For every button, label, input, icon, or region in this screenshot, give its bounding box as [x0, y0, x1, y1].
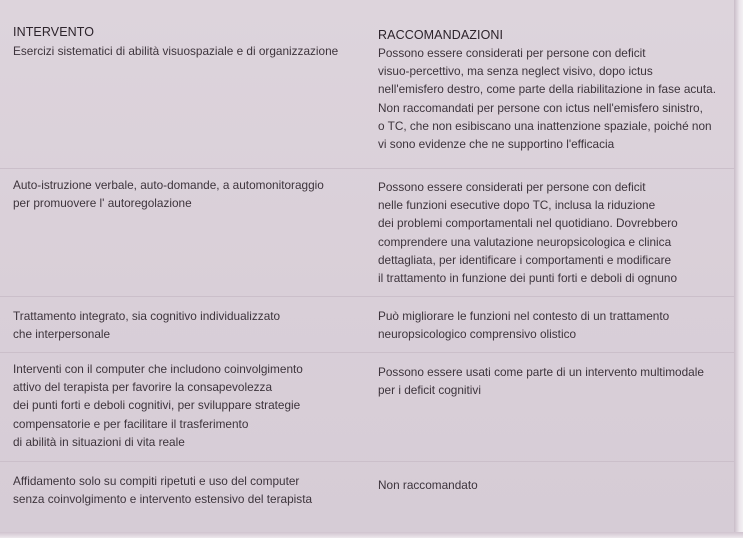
row-4-raccomandazione: [378, 363, 734, 399]
header-intervento: INTERVENTO: [13, 25, 95, 39]
header-raccomandazioni: RACCOMANDAZIONI: [378, 28, 504, 42]
row-divider: [0, 352, 734, 353]
text-line: il trattamento in funzione dei punti forti e deboli di ognuno: [378, 271, 678, 286]
text-line: senza coinvolgimento e intervento estensivo del terapista: [13, 492, 313, 507]
text-line: nell'emisfero destro, come parte della riabilitazione in fase acuta.: [378, 82, 716, 97]
row-3-intervento: [13, 307, 358, 343]
row-5-intervento: [13, 472, 358, 508]
row-3-raccomandazione: [378, 307, 734, 343]
text-line: Non raccomandato: [378, 478, 478, 492]
text-line: o TC, che non esibiscano una inattenzione spaziale, poiché non: [378, 118, 712, 133]
text-line: Esercizi sistematici di abilità visuospaziale e di organizzazione: [13, 44, 339, 58]
text-line: dei punti forti e deboli cognitivi, per sviluppare strategie: [13, 398, 301, 413]
text-line: Interventi con il computer che includono coinvolgimento: [13, 362, 303, 376]
row-divider: [0, 461, 734, 462]
row-1-intervento: [13, 42, 358, 60]
row-divider: [0, 296, 734, 297]
text-line: compensatorie e per facilitare il trasferimento: [13, 416, 249, 431]
text-line: di abilità in situazioni di vita reale: [13, 434, 185, 449]
row-divider: [0, 168, 734, 169]
text-line: Possono essere considerati per persone con deficit: [378, 46, 646, 60]
page-edge: [0, 532, 743, 538]
row-4-intervento: [13, 360, 358, 451]
text-line: Possono essere considerati per persone con deficit: [378, 180, 646, 194]
text-line: per promuovere l' autoregolazione: [13, 196, 192, 211]
text-line: per i deficit cognitivi: [378, 383, 481, 398]
row-5-raccomandazione: [378, 476, 734, 494]
text-line: dei problemi comportamentali nel quotidiano. Dovrebbero: [378, 216, 678, 231]
text-line: neuropsicologico comprensivo olistico: [378, 327, 577, 342]
text-line: Non raccomandati per persone con ictus nell'emisfero sinistro,: [378, 100, 703, 115]
text-line: vi sono evidenze che ne supportino l'efficacia: [378, 137, 615, 152]
row-2-raccomandazione: [378, 178, 734, 287]
text-line: nelle funzioni esecutive dopo TC, inclusa la riduzione: [378, 198, 656, 213]
text-line: attivo del terapista per favorire la consapevolezza: [13, 380, 273, 395]
text-line: Possono essere usati come parte di un intervento multimodale: [378, 365, 704, 379]
text-line: dettagliata, per identificare i comportamenti e modificare: [378, 252, 672, 267]
text-line: Affidamento solo su compiti ripetuti e uso del computer: [13, 474, 300, 488]
text-line: Trattamento integrato, sia cognitivo individualizzato: [13, 309, 281, 323]
text-line: visuo-percettivo, ma senza neglect visivo, dopo ictus: [378, 64, 653, 79]
text-line: Può migliorare le funzioni nel contesto di un trattamento: [378, 309, 670, 323]
page-edge: [734, 0, 743, 538]
text-line: comprendere una valutazione neuropsicologica e clinica: [378, 234, 672, 249]
row-2-intervento: [13, 176, 358, 212]
row-1-raccomandazione: [378, 44, 734, 153]
text-line: Auto-istruzione verbale, auto-domande, a automonitoraggio: [13, 178, 324, 192]
text-line: che interpersonale: [13, 327, 111, 342]
